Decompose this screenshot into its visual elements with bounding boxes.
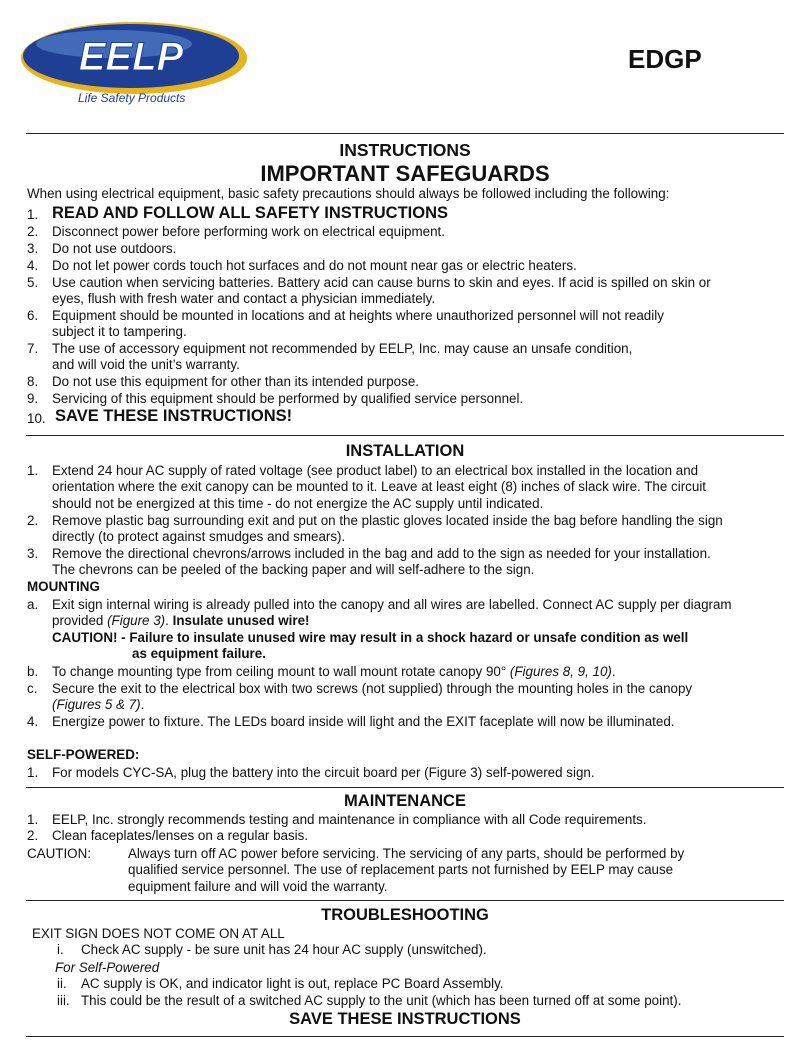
list-item-cont: subject it to tampering.: [52, 324, 187, 339]
doc-code: EDGP: [628, 44, 702, 74]
divider-troubleshooting: [26, 900, 784, 901]
divider-bottom: [26, 1036, 784, 1037]
list-item: Do not use this equipment for other than its intended purpose.: [52, 374, 419, 389]
list-item: Energize power to fixture. The LEDs board inside will light and the EXIT faceplate will now be illuminated.: [52, 714, 675, 729]
logo-text: EELP: [78, 35, 184, 79]
caution-label: CAUTION:: [27, 846, 91, 861]
caution-text: equipment failure and will void the warranty.: [128, 879, 388, 894]
self-powered-subheading: For Self-Powered: [55, 960, 160, 975]
list-item: EELP, Inc. strongly recommends testing and maintenance in compliance with all Code requirements.: [52, 812, 647, 827]
safeguards-heading: IMPORTANT SAFEGUARDS: [260, 161, 550, 186]
footer-save-instructions: SAVE THESE INSTRUCTIONS: [289, 1010, 521, 1028]
caution-warning: CAUTION! - Failure to insulate unused wire may result in a shock hazard or unsafe condition as well: [52, 630, 689, 645]
list-item: Equipment should be mounted in locations and at heights where unauthorized personnel will not readily: [52, 308, 664, 323]
list-item: Remove plastic bag surrounding exit and put on the plastic gloves located inside the bag before handling the sign: [52, 513, 723, 528]
figure-ref: (Figure 3): [107, 613, 166, 628]
list-item-cont: orientation where the exit canopy can be mounted to it. Leave at least eight (8) inches of slack wire. The circuit: [52, 479, 707, 494]
list-number: 3.: [27, 546, 39, 561]
list-item: Remove the directional chevrons/arrows included in the bag and add to the sign as needed for your installation.: [52, 546, 711, 561]
divider-maintenance: [26, 787, 784, 788]
list-number: 8.: [27, 374, 39, 389]
divider-top: [26, 133, 784, 134]
list-number: 1.: [27, 812, 39, 827]
list-item: Do not use outdoors.: [52, 241, 177, 256]
list-letter: c.: [27, 681, 38, 696]
troubleshooting-heading: TROUBLESHOOTING: [321, 906, 489, 924]
list-item: Disconnect power before performing work on electrical equipment.: [52, 224, 445, 239]
divider-installation: [26, 435, 784, 436]
list-number: 1.: [27, 765, 39, 780]
list-item-cont: eyes, flush with fresh water and contact a physician immediately.: [52, 291, 436, 306]
list-item-cont: and will void the unit’s warranty.: [52, 357, 240, 372]
instructions-heading: INSTRUCTIONS: [339, 140, 471, 160]
intro-text: When using electrical equipment, basic safety precautions should always be followed including the following:: [27, 186, 670, 201]
list-item: Do not let power cords touch hot surfaces and do not mount near gas or electric heaters.: [52, 258, 577, 273]
list-item: Use caution when servicing batteries. Battery acid can cause burns to skin and eyes. If acid is spilled on skin or: [52, 275, 711, 290]
insulate-warning: Insulate unused wire!: [172, 613, 310, 628]
list-item: The use of accessory equipment not recommended by EELP, Inc. may cause an unsafe condition,: [52, 341, 633, 356]
list-number: 4.: [27, 714, 39, 729]
list-item: This could be the result of a switched AC supply to the unit (which has been turned off at some point).: [81, 993, 682, 1008]
logo-tagline: Life Safety Products: [78, 91, 186, 105]
maintenance-heading: MAINTENANCE: [344, 792, 466, 810]
list-item: SAVE THESE INSTRUCTIONS!: [55, 407, 293, 425]
list-item: For models CYC-SA, plug the battery into the circuit board per (Figure 3) self-powered sign.: [52, 765, 595, 780]
text-part: .: [140, 697, 145, 712]
list-item: READ AND FOLLOW ALL SAFETY INSTRUCTIONS: [52, 204, 448, 222]
text-part: .: [165, 613, 173, 628]
caution-text: Always turn off AC power before servicing. The servicing of any parts, should be performed by: [128, 846, 685, 861]
list-item: Secure the exit to the electrical box with two screws (not supplied) through the mounting holes in the canopy: [52, 681, 693, 696]
eelp-logo: [18, 18, 250, 110]
list-item: Exit sign internal wiring is already pulled into the canopy and all wires are labelled. Connect AC supply per diagram: [52, 597, 732, 612]
text-part: To change mounting type from ceiling mount to wall mount rotate canopy 90°: [52, 664, 510, 679]
figure-ref: (Figures 5 & 7): [52, 697, 141, 712]
mounting-heading: MOUNTING: [27, 579, 100, 594]
list-letter: a.: [27, 597, 39, 612]
list-number: 2.: [27, 828, 39, 843]
list-item: Clean faceplates/lenses on a regular basis.: [52, 828, 309, 843]
list-number: 6.: [27, 308, 39, 323]
list-number: 9.: [27, 391, 39, 406]
list-letter: b.: [27, 664, 39, 679]
list-number: 10.: [27, 411, 46, 426]
text-part: provided: [52, 613, 108, 628]
list-item-cont: should not be energized at this time - do not energize the AC supply until indicated.: [52, 496, 544, 511]
problem-heading: EXIT SIGN DOES NOT COME ON AT ALL: [32, 926, 285, 941]
list-number: 7.: [27, 341, 39, 356]
list-number: i.: [57, 942, 64, 957]
list-item: AC supply is OK, and indicator light is out, replace PC Board Assembly.: [81, 976, 504, 991]
list-number: 5.: [27, 275, 39, 290]
list-item: Extend 24 hour AC supply of rated voltage (see product label) to an electrical box installed in the location and: [52, 463, 699, 478]
list-number: 3.: [27, 241, 39, 256]
list-item-cont: directly (to protect against smudges and smears).: [52, 529, 346, 544]
list-item: [52, 664, 616, 681]
list-number: iii.: [57, 993, 70, 1008]
caution-text: qualified service personnel. The use of replacement parts not furnished by EELP may cause: [128, 862, 674, 877]
caution-warning-cont: as equipment failure.: [132, 646, 266, 661]
text-part: .: [611, 664, 616, 679]
list-number: ii.: [57, 976, 67, 991]
installation-heading: INSTALLATION: [345, 442, 465, 460]
list-number: 2.: [27, 224, 39, 239]
list-item-cont: The chevrons can be peeled of the backing paper and will self-adhere to the sign.: [52, 562, 535, 577]
self-powered-heading: SELF-POWERED:: [27, 747, 140, 762]
list-number: 4.: [27, 258, 39, 273]
list-item: Check AC supply - be sure unit has 24 hour AC supply (unswitched).: [81, 942, 487, 957]
list-item-cont: [52, 697, 144, 714]
list-number: 1.: [27, 207, 39, 222]
list-item-cont: [52, 613, 310, 630]
figure-ref: (Figures 8, 9, 10): [509, 664, 612, 679]
list-number: 2.: [27, 513, 39, 528]
list-item: Servicing of this equipment should be performed by qualified service personnel.: [52, 391, 524, 406]
list-number: 1.: [27, 463, 39, 478]
